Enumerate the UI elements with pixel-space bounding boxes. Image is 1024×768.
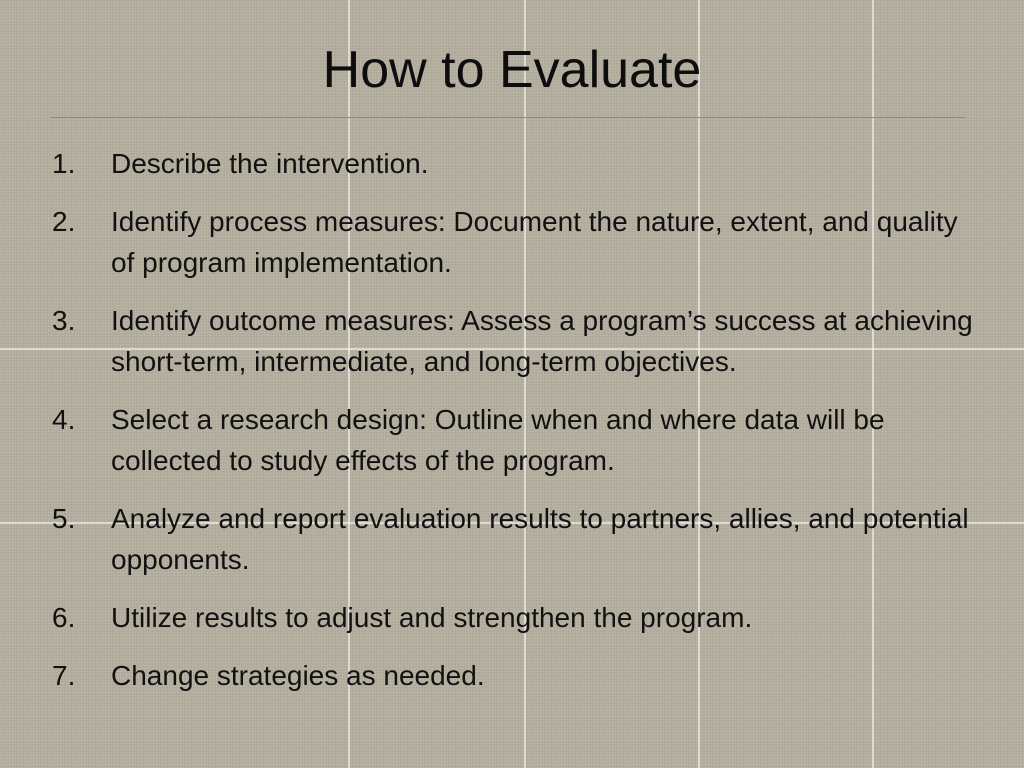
list-item-number: 1. [52, 148, 76, 179]
list-item-text: Identify process measures: Document the nature, extent, and quality of program implementation. [111, 206, 958, 278]
list-item-text: Change strategies as needed. [111, 660, 485, 691]
list-item-number: 7. [52, 660, 76, 691]
list-item-number: 4. [52, 404, 76, 435]
steps-list [52, 143, 982, 713]
list-item [52, 201, 982, 283]
list-item-text: Utilize results to adjust and strengthen the program. [111, 602, 753, 633]
list-item [52, 399, 982, 481]
list-item-number: 3. [52, 305, 76, 336]
list-item-text: Select a research design: Outline when and where data will be collected to study effects of the program. [111, 404, 885, 476]
list-item-text: Identify outcome measures: Assess a program’s success at achieving short-term, intermediate, and long-term objectives. [111, 305, 973, 377]
list-item-text: Describe the intervention. [111, 148, 429, 179]
slide-title: How to Evaluate [322, 41, 702, 99]
list-item-text: Analyze and report evaluation results to partners, allies, and potential opponents. [111, 503, 969, 575]
list-item-number: 6. [52, 602, 76, 633]
title-divider [50, 117, 966, 118]
list-item-number: 5. [52, 503, 76, 534]
list-item [52, 498, 982, 580]
list-item [52, 597, 982, 638]
list-item-number: 2. [52, 206, 76, 237]
list-item [52, 655, 982, 696]
list-item [52, 300, 982, 382]
list-item [52, 143, 982, 184]
